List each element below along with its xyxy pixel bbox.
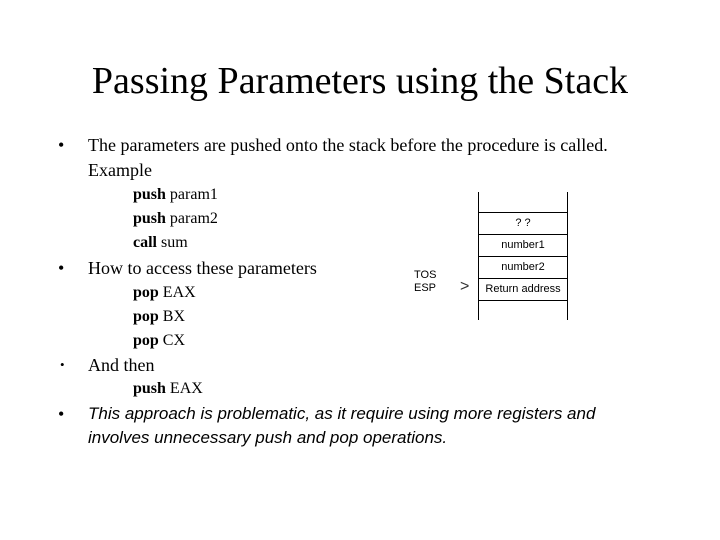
bullet-marker: • <box>60 357 65 372</box>
code-arg: CX <box>162 332 186 349</box>
bullet-marker: • <box>58 258 65 278</box>
code-arg: param2 <box>169 210 218 227</box>
code-line-push-param1 <box>133 183 218 207</box>
code-line-pop-cx <box>133 329 185 353</box>
stack-cell-unknown: ? ? <box>479 212 567 234</box>
stack-cell-number2: number2 <box>479 256 567 278</box>
code-line-pop-eax <box>133 281 196 305</box>
stack-cell-number1: number1 <box>479 234 567 256</box>
bullet-1-line-1: The parameters are pushed onto the stack before the procedure is called. <box>88 135 608 155</box>
code-arg: EAX <box>169 380 203 397</box>
stack-diagram <box>478 192 568 320</box>
code-keyword: pop <box>133 284 159 301</box>
slide-title: Passing Parameters using the Stack <box>91 60 629 102</box>
bullet-1-line-2: Example <box>88 160 152 180</box>
stack-pointer-arrow: > <box>460 278 470 295</box>
code-keyword: call <box>133 234 157 251</box>
code-keyword: pop <box>133 308 159 325</box>
bullet-marker: • <box>58 135 65 155</box>
code-line-call-sum <box>133 231 188 255</box>
code-arg: sum <box>161 234 188 251</box>
bullet-4-line-1: This approach is problematic, as it require using more registers and <box>88 404 596 423</box>
code-keyword: push <box>133 210 166 227</box>
bullet-2: How to access these parameters <box>88 258 317 278</box>
code-keyword: push <box>133 380 166 397</box>
tos-label: TOS <box>414 269 437 281</box>
code-keyword: pop <box>133 332 159 349</box>
code-line-push-eax <box>133 377 203 401</box>
esp-label: ESP <box>414 282 437 294</box>
code-line-pop-bx <box>133 305 185 329</box>
bullet-3: And then <box>88 355 155 375</box>
code-arg: BX <box>162 308 186 325</box>
code-arg: param1 <box>169 186 218 203</box>
code-line-push-param2 <box>133 207 218 231</box>
bullet-marker: • <box>58 404 65 424</box>
code-keyword: push <box>133 186 166 203</box>
stack-cell-return-address: Return address <box>479 278 567 301</box>
bullet-4-line-2: involves unnecessary push and pop operations. <box>88 428 448 447</box>
code-arg: EAX <box>162 284 196 301</box>
